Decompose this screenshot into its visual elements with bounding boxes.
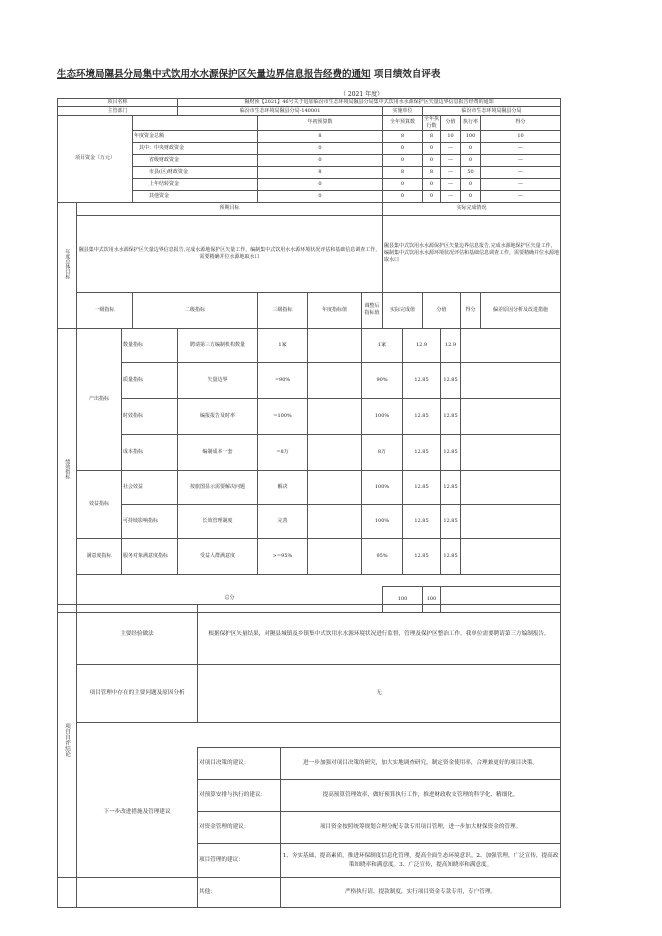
total-label: 总分 xyxy=(77,586,383,612)
expected-goal-label: 预期目标 xyxy=(77,202,383,215)
suggestion-text: 项目资金按照统筹规划合理分配专款专用项目管理，进一步加大财保资金的管理。 xyxy=(281,812,561,844)
funds-header: 得分 xyxy=(481,116,561,131)
perf-row: 满意度指标 服务对象满意度指标 受益人群满意度 >=95% 95% 12.85 12.85 xyxy=(58,538,561,574)
conclusion-side-label: 项目自评结论 xyxy=(58,605,77,878)
funds-header: 执行率 xyxy=(461,116,481,131)
perf-header: 三级指标 xyxy=(258,292,308,328)
project-name-label: 项目名称 xyxy=(58,99,178,107)
perf-header: 调整后指标值 xyxy=(362,292,383,328)
perf-lvl1: 效益指标 xyxy=(77,470,122,538)
funds-row: 年度资金总额 8 8 8 10 100 10 xyxy=(58,130,561,142)
evaluation-table xyxy=(57,98,561,613)
funds-header: 全年执行数 xyxy=(424,116,440,129)
funds-row: 市县(区)财政资金 8 8 8 — 50 — xyxy=(58,166,561,178)
perf-header: 二级指标 xyxy=(133,292,258,328)
suggestion-label: 对预算安排与执行的建议： xyxy=(198,780,281,812)
actual-goal: 隰县集中式饮用水水源保护区矢量边界信息报告,完成水源地保护区矢量工作，编制集中式饮用水水源环境状况评估和基础信息调查工作，需要精确并位水源地取水口 xyxy=(383,215,561,292)
suggestion-label: 对资金管理的建议： xyxy=(198,812,281,844)
suggestion-text: 严格执行请、提款制度，实行项目资金专款专用，专户管理。 xyxy=(281,878,561,908)
conclusion-table xyxy=(57,604,561,908)
page-title: 生态环境局隰县分局集中式饮用水水源保护区矢量边界信息报告经费的通知 项目绩效自评表 xyxy=(57,69,441,80)
perf-row: 成本指标 编制成本一套 =8万 8万 12.85 12.85 xyxy=(58,434,561,470)
expected-goal: 隰县集中式饮用水水源保护区矢量边界信息报告,完成水源地保护区矢量工作，编制集中式饮用水水源环境状况评估和基础信息调查工作，需要精确并位水源地取水口 xyxy=(77,215,383,292)
funds-label: 项目资金（万元） xyxy=(58,116,133,203)
funds-header: 全年预算数 xyxy=(383,116,423,131)
perf-lvl1: 产出指标 xyxy=(77,328,122,470)
dept-label: 主管部门 xyxy=(58,107,178,116)
suggestion-label: 对项目决策的建议： xyxy=(198,748,281,780)
year-label: （ 2021 年度） xyxy=(340,91,384,98)
actual-goal-label: 实际完成情况 xyxy=(383,202,561,215)
suggestion-text: 1、夯实基础，提高素质，推进环保制度信息化管理，提高全面生态环境意识。2、加强管理，广泛宣传，提高政策知晓率和满意度。3、广泛宣传，提高知晓率和满意度。 xyxy=(281,844,561,878)
project-name: 隰财预【2021】46号关于追加临汾市生态环境局隰县分局集中式饮用水水源保护区矢量边界信息报告经费的通知 xyxy=(178,99,561,107)
perf-header: 偏差原因分析及改进措施 xyxy=(481,292,561,328)
perf-row: 绩效指标 产出指标 数量指标 聘请第三方编制机构数量 1家 1家 12.9 12.9 xyxy=(58,328,561,362)
funds-header: 年初预算数 xyxy=(258,116,383,131)
funds-row: 其他资金 0 0 0 — 0 — xyxy=(58,190,561,202)
experience-label: 主要经验做法 xyxy=(77,605,198,665)
perf-header: 实际完成值 xyxy=(383,292,423,328)
suggestion-label: 其他： xyxy=(198,878,281,908)
perf-header: 年度指标值 xyxy=(308,292,362,328)
perf-header: 得分 xyxy=(461,292,481,328)
next-steps-label: 下一步改进措施及管理建议 xyxy=(77,748,198,878)
suggestion-text: 提高预算管理效率，做好预算执行工作，推进财政收支管理的科学化、精细化。 xyxy=(281,780,561,812)
suggestion-label: 项目管理的建议： xyxy=(198,844,281,878)
experience-text: 根据保护区矢量结果，对隰县城镇及乡镇集中式饮用水水源环境状况进行监督，管理及保护区整治工作，我单位需要聘请第三方编制报告。 xyxy=(198,605,561,665)
problems-text: 无 xyxy=(198,665,561,723)
perf-row: 可持续影响指标 长效管理制度 完善 100% 12.85 12.85 xyxy=(58,504,561,538)
dept-value: 临汾市生态环境局隰县分局-140001 xyxy=(178,107,383,116)
impl-value: 临汾市生态环境局隰县分局 xyxy=(423,107,561,116)
total-got: 100 xyxy=(423,586,441,612)
goals-side-label: 年度总体目标 xyxy=(58,202,77,328)
funds-row: 省级财政资金 0 0 0 — 0 — xyxy=(58,154,561,166)
funds-header: 分值 xyxy=(441,116,461,131)
problems-label: 项目管理中存在的主要问题及原因分析 xyxy=(77,665,198,723)
perf-lvl1: 满意度指标 xyxy=(77,538,122,574)
perf-row: 质量指标 矢量边界 =90% 90% 12.85 12.85 xyxy=(58,362,561,398)
perf-side-label: 绩效指标 xyxy=(58,328,77,612)
perf-header: 分值 xyxy=(423,292,461,328)
total-score: 100 xyxy=(383,586,423,612)
funds-row: 其中：中央财政资金 0 0 0 — 0 — xyxy=(58,142,561,154)
funds-row: 上年结转资金 0 0 0 — 0 — xyxy=(58,178,561,190)
impl-label: 实施单位 xyxy=(383,107,423,116)
perf-header: 一级指标 xyxy=(77,292,133,328)
perf-row: 时效指标 编报报告及时率 =100% 100% 12.85 12.85 xyxy=(58,398,561,434)
perf-row: 效益指标 社会效益 按旅图显示需要解决问题 解决 100% 12.85 12.85 xyxy=(58,470,561,504)
suggestion-text: 进一步加强对项目决策的研究，加大实地调查研究，制定资金使用率，合理兼更好的项目决策。 xyxy=(281,748,561,780)
